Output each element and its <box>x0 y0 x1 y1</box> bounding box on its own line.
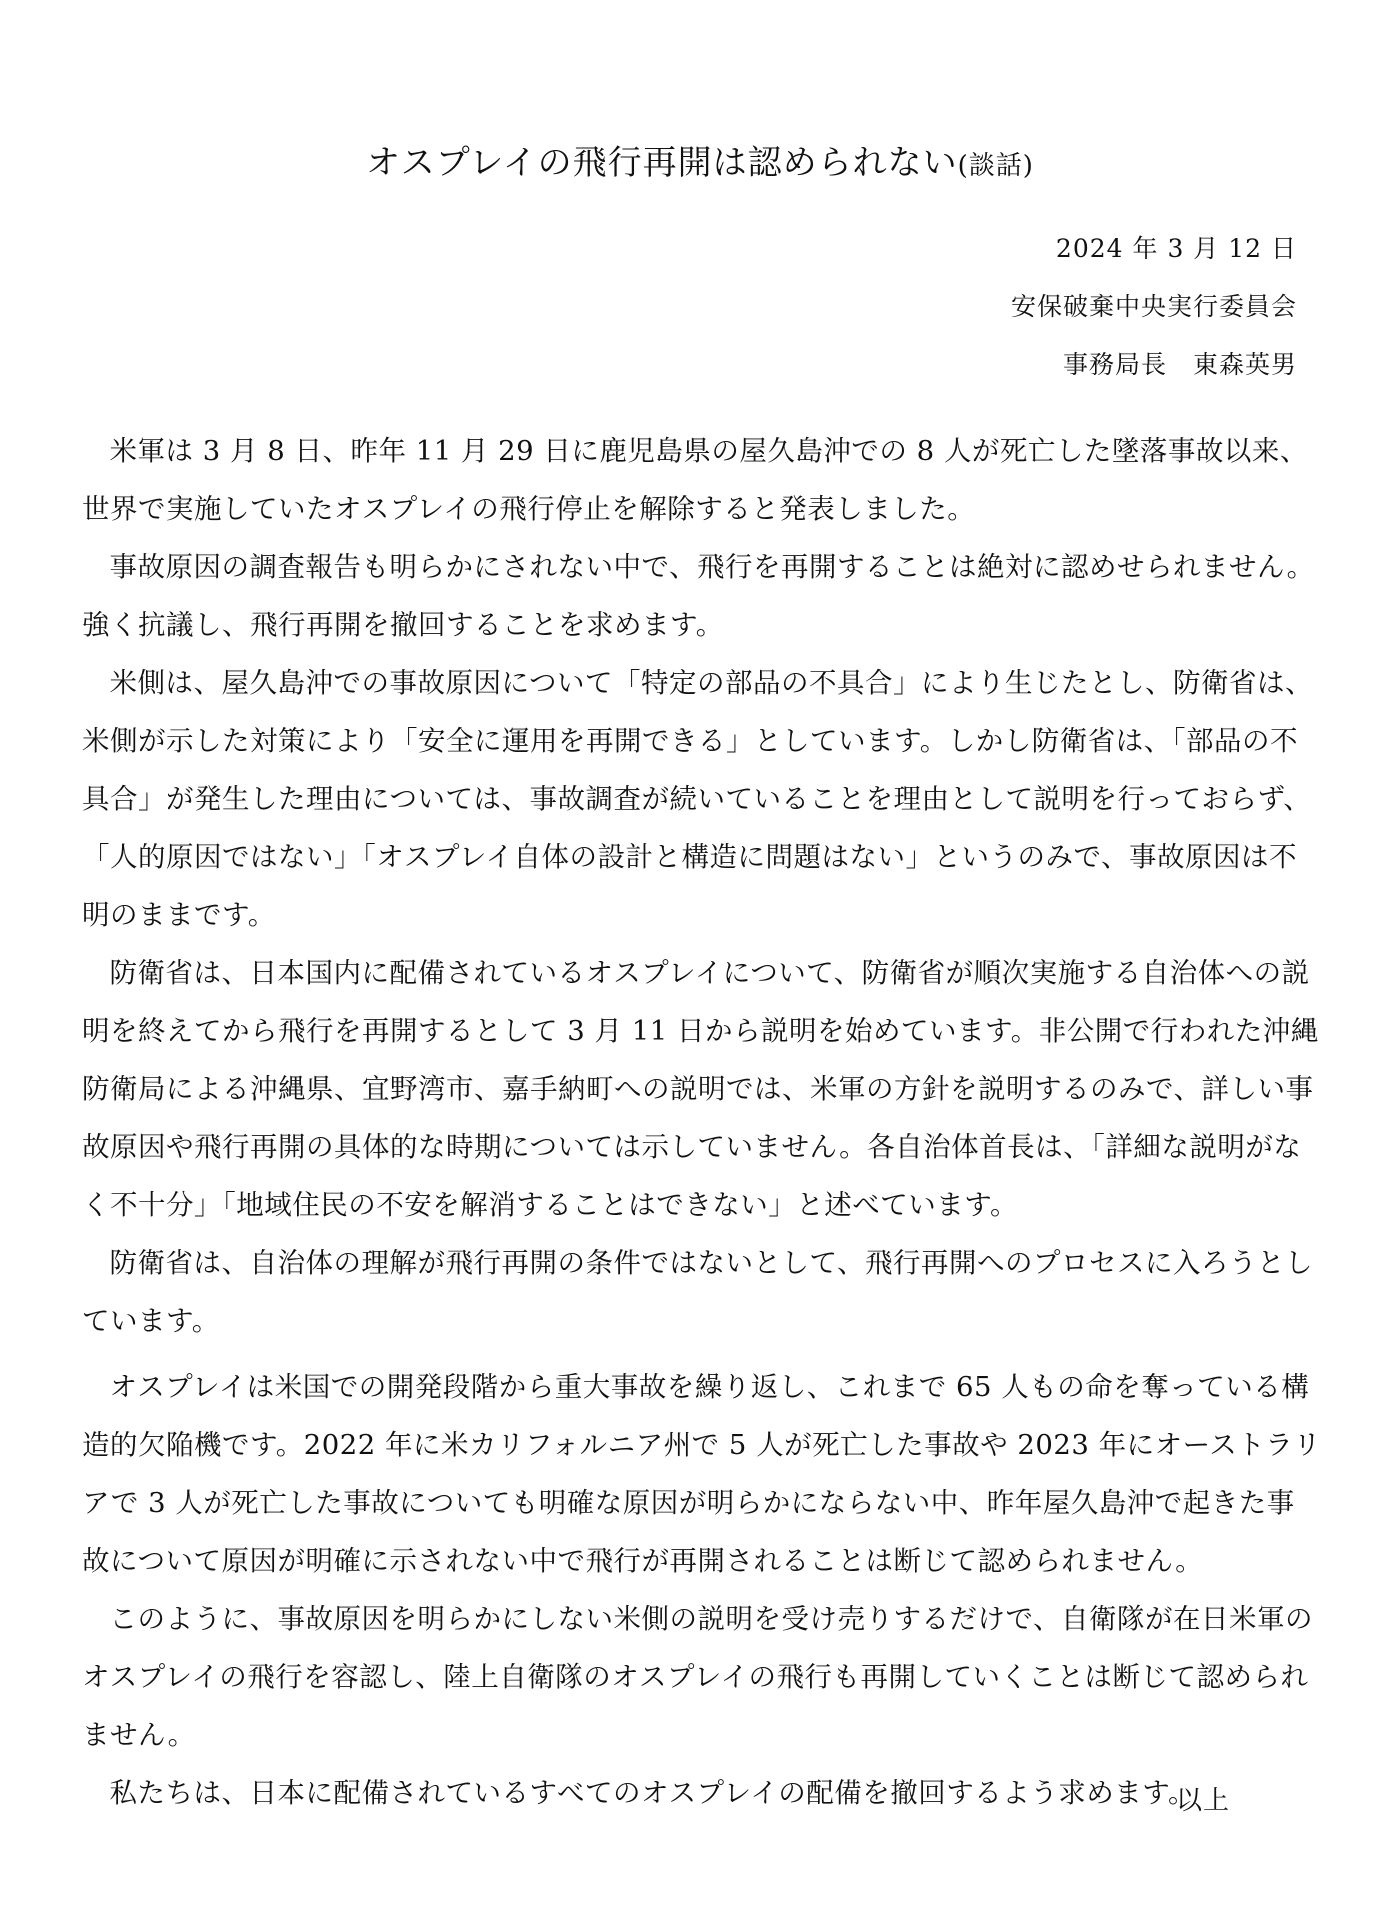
document-meta <box>1011 220 1297 394</box>
document-title <box>0 138 1400 191</box>
paragraph: オスプレイは米国での開発段階から重大事故を繰り返し、これまで 65 人もの命を奪っている構造的欠陥機です。2022 年に米カリフォルニア州で 5 人が死亡した事故や 2023 年にオーストラリアで 3 人が死亡した事故についても明確な原因が明らかにならない中、昨年屋久島沖で起きた事故について原因が明確に示されない中で飛行が再開されることは断じて認められません。 <box>82 1371 1322 1577</box>
document-date: 2024 年 3 月 12 日 <box>1055 234 1297 263</box>
paragraph: 米軍は 3 月 8 日、昨年 11 月 29 日に鹿児島県の屋久島沖での 8 人が死亡した墜落事故以来、世界で実施していたオスプレイの飛行停止を解除すると発表しました。 <box>82 435 1308 525</box>
paragraph: 事故原因の調査報告も明らかにされない中で、飛行を再開することは絶対に認めせられません。強く抗議し、飛行再開を撤回することを求めます。 <box>82 551 1315 641</box>
title-main: オスプレイの飛行再開は認められない <box>366 143 958 183</box>
paragraph: このように、事故原因を明らかにしない米側の説明を受け売りするだけで、自衛隊が在日米軍のオスプレイの飛行を容認し、陸上自衛隊のオスプレイの飛行も再開していくことは断じて認められません。 <box>82 1603 1313 1751</box>
closing-mark: 以上 <box>1175 1786 1230 1816</box>
title-note: (談話) <box>957 151 1034 181</box>
paragraph: 防衛省は、日本国内に配備されているオスプレイについて、防衛省が順次実施する自治体への説明を終えてから飛行を再開するとして 3 月 11 日から説明を始めています。非公開で行われた沖縄防衛局による沖縄県、宜野湾市、嘉手納町への説明では、米軍の方針を説明するのみで、詳しい事故原因や飛行再開の具体的な時期については示していません。各自治体首長は、「詳細な説明がなく不十分」「地域住民の不安を解消することはできない」と述べています。 <box>82 957 1319 1221</box>
statement-body <box>82 422 1322 1822</box>
paragraph: 防衛省は、自治体の理解が飛行再開の条件ではないとして、飛行再開へのプロセスに入ろうとしています。 <box>82 1247 1313 1337</box>
paragraph: 米側は、屋久島沖での事故原因について「特定の部品の不具合」により生じたとし、防衛省は、米側が示した対策により「安全に運用を再開できる」としています。しかし防衛省は、「部品の不具合」が発生した理由については、事故調査が続いていることを理由として説明を行っておらず、「人的原因ではない」「オスプレイ自体の設計と構造に問題はない」というのみで、事故原因は不明のままです。 <box>82 667 1313 931</box>
paragraph: 私たちは、日本に配備されているすべてのオスプレイの配備を撤回するよう求めます。 <box>109 1777 1196 1809</box>
issuing-organization: 安保破棄中央実行委員会 <box>1010 292 1297 321</box>
author-line: 事務局長 東森英男 <box>1062 350 1297 379</box>
